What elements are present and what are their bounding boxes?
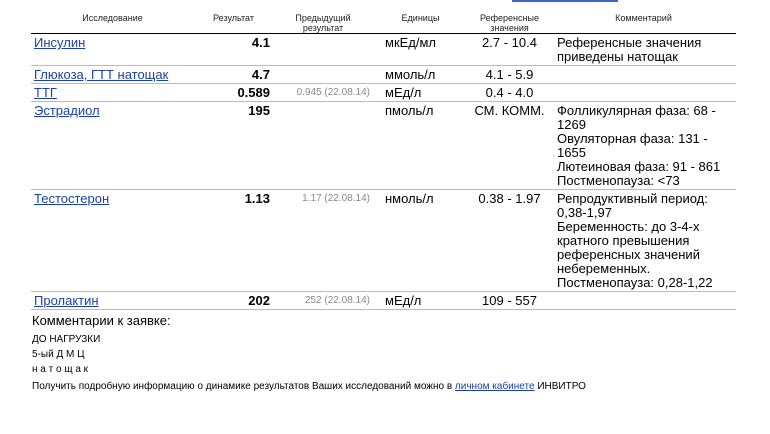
units-value: мЕд/л: [373, 292, 468, 310]
comment-cell: [551, 102, 736, 190]
comment-line: приведены натощак: [557, 49, 678, 64]
footer-text-before: Получить подробную информацию о динамике результатов Ваших исследований можно в: [32, 381, 455, 392]
reference-range: 0.4 - 4.0: [468, 84, 551, 102]
previous-result: [273, 66, 373, 84]
test-name-cell: [31, 84, 194, 102]
test-name-cell: [31, 292, 194, 310]
comment-line: Постменопауза: <73: [557, 173, 680, 188]
results-table: [31, 11, 736, 310]
result-value: 0.589: [194, 84, 273, 102]
footer-note: [32, 380, 752, 394]
test-name-link[interactable]: ТТГ: [34, 85, 57, 100]
order-comments: [32, 313, 752, 394]
table-row: [31, 102, 736, 190]
comment-line: Беременность: до 3-4-х: [557, 219, 700, 234]
top-accent-bar: [512, 0, 618, 2]
previous-result: [273, 102, 373, 190]
units-value: мкЕд/мл: [373, 34, 468, 66]
comment-line: 1269: [557, 117, 586, 132]
comment-cell: [551, 66, 736, 84]
table-row: [31, 190, 736, 292]
table-row: [31, 66, 736, 84]
header-previous: Предыдущий результат: [273, 11, 373, 34]
previous-result: 1.17 (22.08.14): [273, 190, 373, 292]
test-name-link[interactable]: Пролактин: [34, 293, 99, 308]
previous-result: [273, 34, 373, 66]
order-comment-line: н а т о щ а к: [32, 364, 89, 375]
result-value: 4.1: [194, 34, 273, 66]
result-value: 4.7: [194, 66, 273, 84]
comment-line: Фолликулярная фаза: 68 -: [557, 103, 716, 118]
previous-result: 0.945 (22.08.14): [273, 84, 373, 102]
table-row: [31, 292, 736, 310]
test-name-cell: [31, 190, 194, 292]
comment-line: 0,38-1,97: [557, 205, 612, 220]
header-comment: Комментарий: [551, 11, 736, 34]
reference-range: СМ. КОММ.: [468, 102, 551, 190]
units-value: нмоль/л: [373, 190, 468, 292]
units-value: мЕд/л: [373, 84, 468, 102]
footer-text-after: ИНВИТРО: [534, 381, 586, 392]
result-value: 195: [194, 102, 273, 190]
table-row: [31, 34, 736, 66]
comment-line: Постменопауза: 0,28-1,22: [557, 275, 713, 290]
order-comment-line: ДО НАГРУЗКИ: [32, 334, 101, 345]
test-name-link[interactable]: Эстрадиол: [34, 103, 100, 118]
comment-line: референсных значений: [557, 247, 700, 262]
comment-cell: [551, 84, 736, 102]
order-comments-title: Комментарии к заявке:: [32, 313, 171, 328]
units-value: пмоль/л: [373, 102, 468, 190]
table-row: [31, 84, 736, 102]
result-value: 1.13: [194, 190, 273, 292]
reference-range: 0.38 - 1.97: [468, 190, 551, 292]
order-comments-lines: [32, 332, 752, 377]
result-value: 202: [194, 292, 273, 310]
units-value: ммоль/л: [373, 66, 468, 84]
order-comment-line: 5-ый Д М Ц: [32, 349, 85, 360]
reference-range: 4.1 - 5.9: [468, 66, 551, 84]
comment-line: небеременных.: [557, 261, 651, 276]
table-header-row: [31, 11, 736, 34]
header-name: Исследование: [31, 11, 194, 34]
results-body: [31, 34, 736, 310]
reference-range: 109 - 557: [468, 292, 551, 310]
comment-cell: [551, 190, 736, 292]
test-name-cell: [31, 34, 194, 66]
test-name-link[interactable]: Глюкоза, ГТТ натощак: [34, 67, 169, 82]
previous-result: 252 (22.08.14): [273, 292, 373, 310]
header-result: Результат: [194, 11, 273, 34]
personal-account-link[interactable]: личном кабинете: [454, 381, 535, 392]
header-reference: Референсные значения: [468, 11, 551, 34]
comment-line: Репродуктивный период:: [557, 191, 708, 206]
comment-line: 1655: [557, 145, 586, 160]
comment-line: Овуляторная фаза: 131 -: [557, 131, 708, 146]
comment-cell: [551, 34, 736, 66]
reference-range: 2.7 - 10.4: [468, 34, 551, 66]
test-name-cell: [31, 102, 194, 190]
comment-line: Лютеиновая фаза: 91 - 861: [557, 159, 721, 174]
comment-line: кратного превышения: [557, 233, 690, 248]
comment-line: Референсные значения: [557, 35, 702, 50]
header-units: Единицы: [373, 11, 468, 34]
test-name-cell: [31, 66, 194, 84]
comment-cell: [551, 292, 736, 310]
test-name-link[interactable]: Инсулин: [34, 35, 86, 50]
test-name-link[interactable]: Тестостерон: [34, 191, 110, 206]
